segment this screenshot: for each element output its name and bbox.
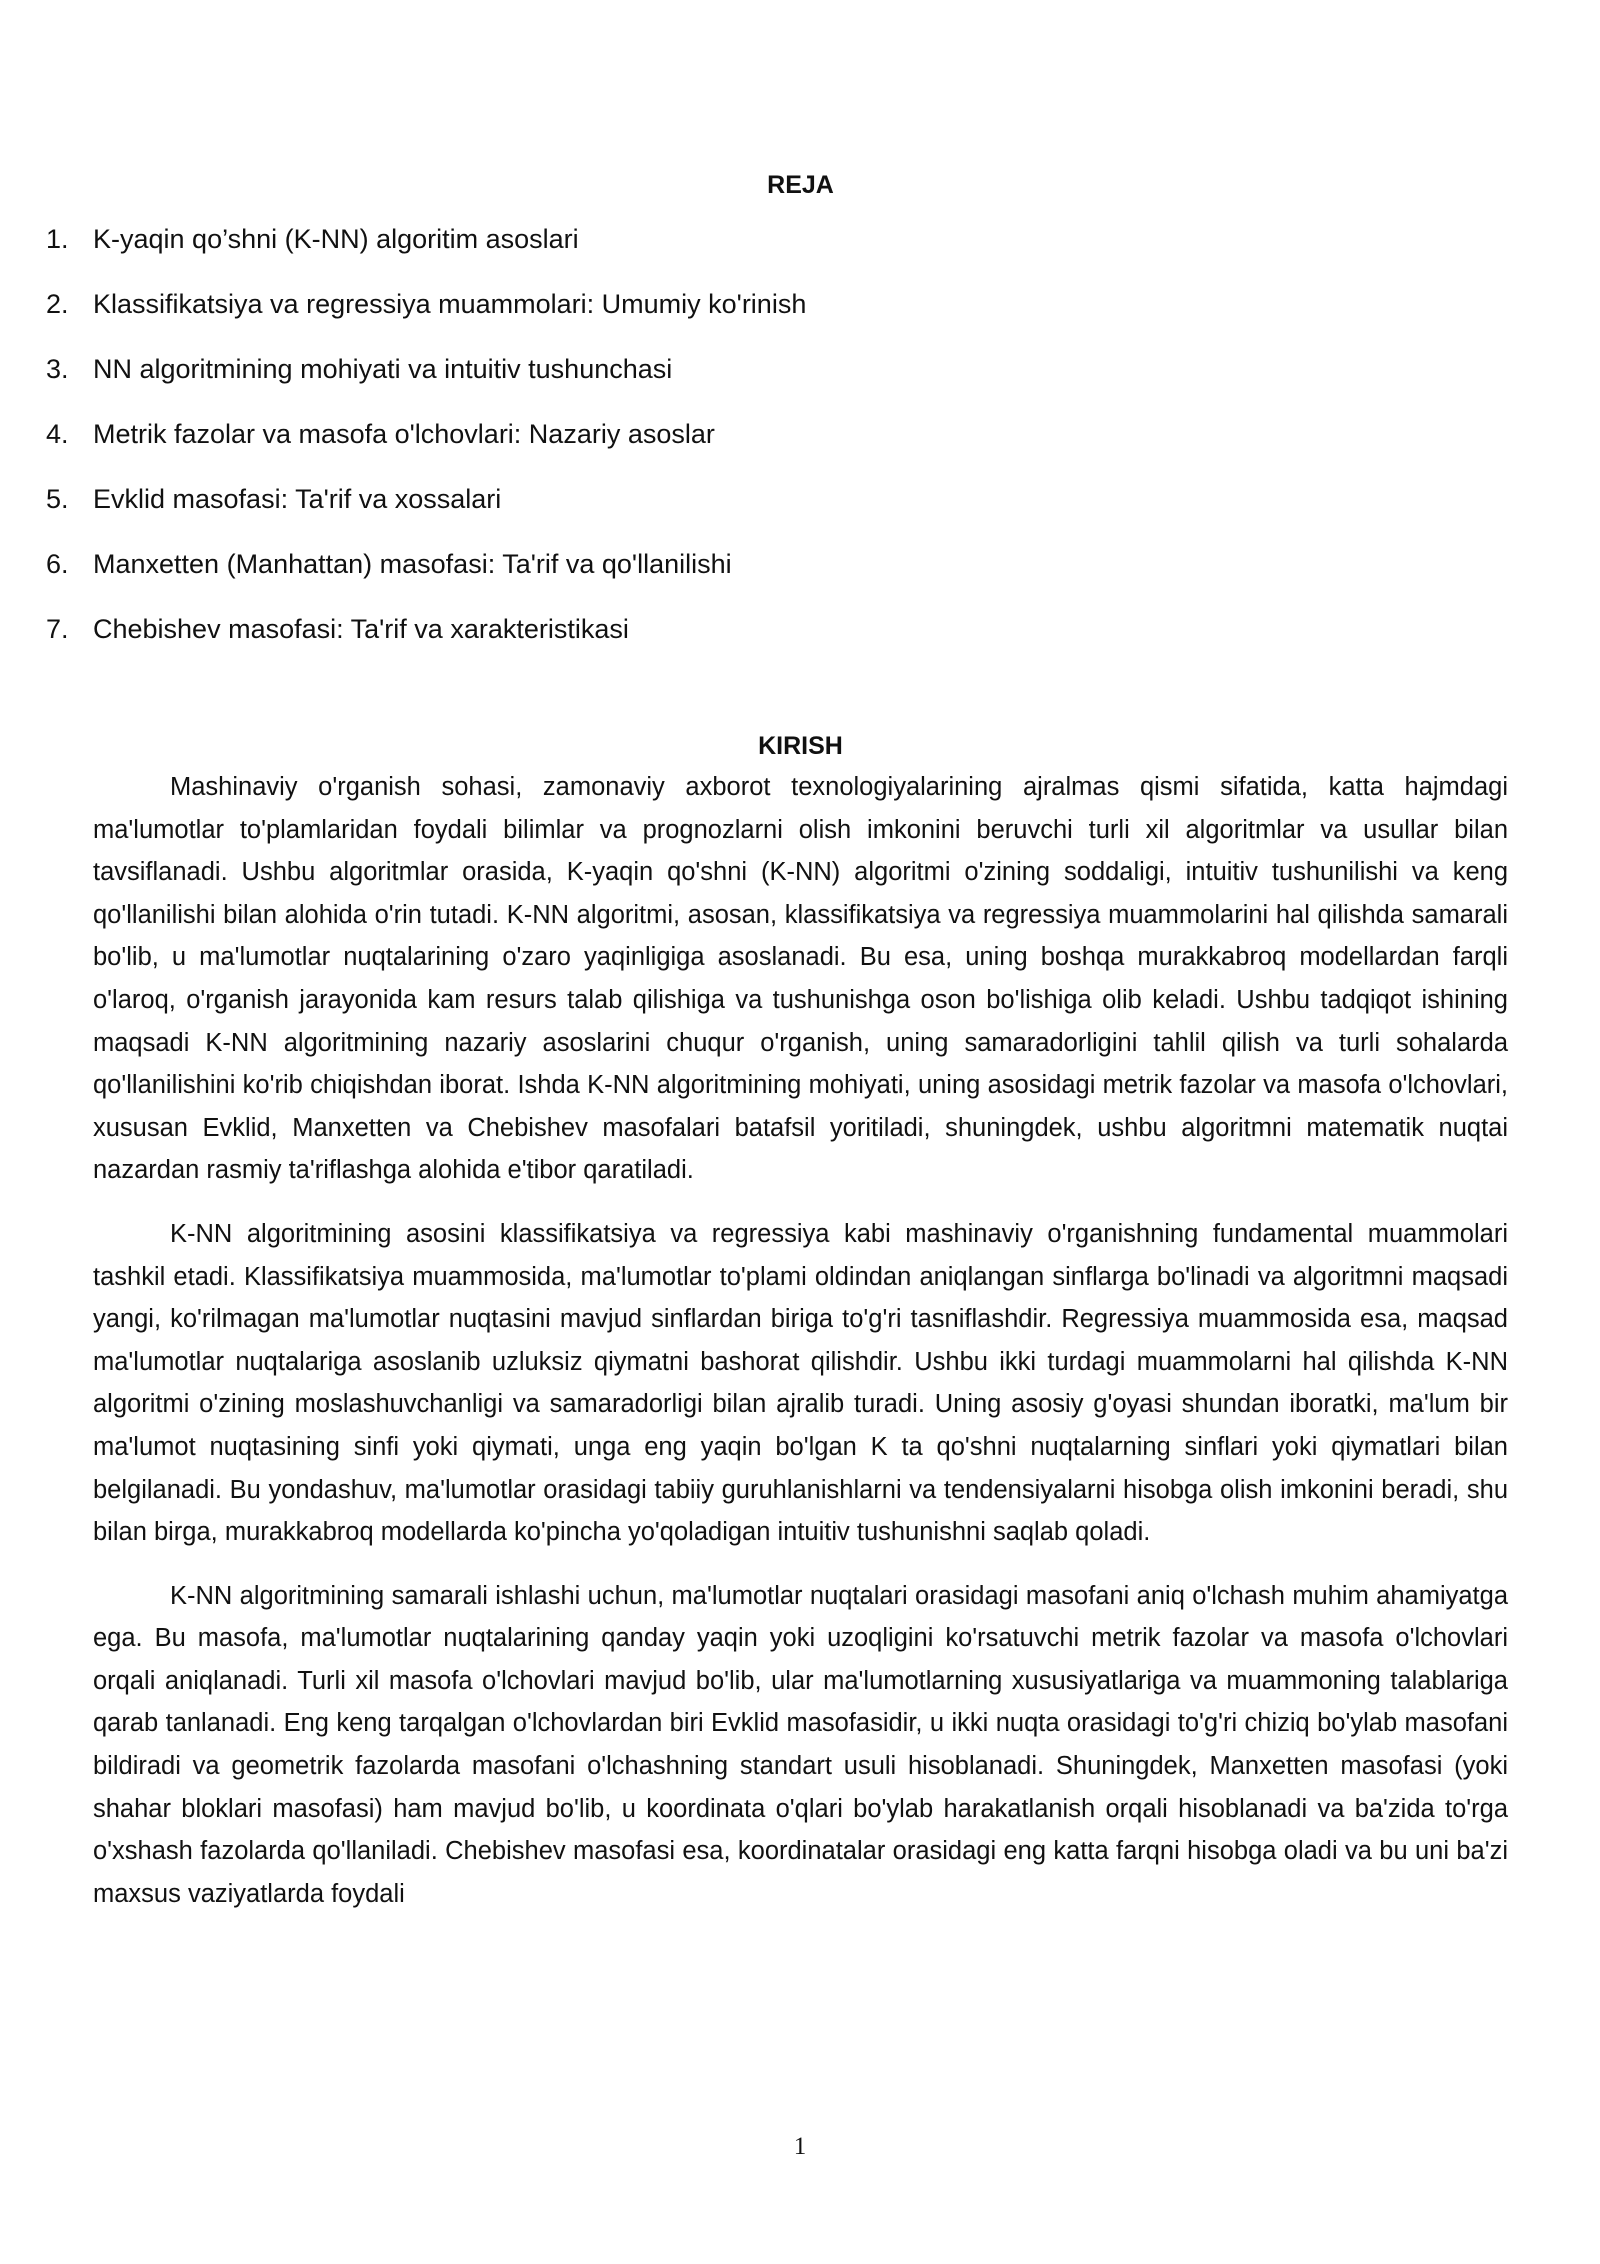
plan-item-text: NN algoritmining mohiyati va intuitiv tushunchasi	[93, 354, 673, 384]
page-content	[46, 165, 1508, 1936]
plan-item-number: 6.	[46, 549, 69, 579]
plan-item	[46, 479, 1508, 519]
plan-item-text: Manxetten (Manhattan) masofasi: Ta'rif va qo'llanilishi	[93, 549, 732, 579]
plan-list	[46, 219, 1508, 649]
plan-item-number: 4.	[46, 419, 69, 449]
plan-item-text: Metrik fazolar va masofa o'lchovlari: Nazariy asoslar	[93, 419, 715, 449]
intro-paragraph: K-NN algoritmining samarali ishlashi uchun, ma'lumotlar nuqtalari orasidagi masofani aniq o'lchash muhim ahamiyatga ega. Bu masofa, ma'lumotlar nuqtalarining qanday yaqin yoki uzoqligini ko'rsatuvchi metrik fazolar va masofa o'lchovlari orqali aniqlanadi. Turli xil masofa o'lchovlari mavjud bo'lib, ular ma'lumotlarning xususiyatlariga va muammoning talablariga qarab tanlanadi. Eng keng tarqalgan o'lchovlardan biri Evklid masofasidir, u ikki nuqta orasidagi to'g'ri chiziq bo'ylab masofani bildiradi va geometrik fazolarda masofani o'lchashning standart usuli hisoblanadi. Shuningdek, Manxetten masofasi (yoki shahar bloklari masofasi) ham mavjud bo'lib, u koordinata o'qlari bo'ylab harakatlanish orqali hisoblanadi va ba'zida to'rga o'xshash fazolarda qo'llaniladi. Chebishev masofasi esa, koordinatalar orasidagi eng katta farqni hisobga oladi va bu uni ba'zi maxsus vaziyatlarda foydali	[93, 1581, 1508, 1908]
section-spacer	[93, 674, 1508, 726]
plan-item	[46, 219, 1508, 259]
plan-item-text: Klassifikatsiya va regressiya muammolari: Umumiy ko'rinish	[93, 289, 807, 319]
plan-item	[46, 609, 1508, 649]
plan-item	[46, 284, 1508, 324]
plan-item	[46, 544, 1508, 584]
plan-item-number: 1.	[46, 224, 69, 254]
plan-heading: REJA	[767, 171, 834, 199]
plan-item-number: 2.	[46, 289, 69, 319]
plan-item-number: 7.	[46, 614, 69, 644]
intro-paragraph: K-NN algoritmining asosini klassifikatsiya va regressiya kabi mashinaviy o'rganishning fundamental muammolari tashkil etadi. Klassifikatsiya muammosida, ma'lumotlar to'plami oldindan aniqlangan sinflarga bo'linadi va algoritmni maqsadi yangi, ko'rilmagan ma'lumotlar nuqtasini mavjud sinflardan biriga to'g'ri tasniflashdir. Regressiya muammosida esa, maqsad ma'lumotlar nuqtalariga asoslanib uzluksiz qiymatni bashorat qilishdir. Ushbu ikki turdagi muammolarni hal qilishda K-NN algoritmi o'zining moslashuvchanligi va samaradorligi bilan ajralib turadi. Uning asosiy g'oyasi shundan iboratki, ma'lum bir ma'lumot nuqtasining sinfi yoki qiymati, unga eng yaqin bo'lgan K ta qo'shni nuqtalarning sinflari yoki qiymatlari bilan belgilanadi. Bu yondashuv, ma'lumotlar orasidagi tabiiy guruhlanishlarni va tendensiyalarni hisobga olish imkonini beradi, shu bilan birga, murakkabroq modellarda ko'pincha yo'qoladigan intuitiv tushunishni saqlab qoladi.	[93, 1219, 1508, 1547]
plan-item	[46, 349, 1508, 389]
plan-item-number: 5.	[46, 484, 69, 514]
intro-paragraph: Mashinaviy o'rganish sohasi, zamonaviy axborot texnologiyalarining ajralmas qismi sifatida, katta hajmdagi ma'lumotlar to'plamlaridan foydali bilimlar va prognozlarni olish imkonini beruvchi turli xil algoritmlar va usullar bilan tavsiflanadi. Ushbu algoritmlar orasida, K-yaqin qo'shni (K-NN) algoritmi o'zining soddaligi, intuitiv tushunilishi va keng qo'llanilishi bilan alohida o'rin tutadi. K-NN algoritmi, asosan, klassifikatsiya va regressiya muammolarini hal qilishda samarali bo'lib, u ma'lumotlar nuqtalarining o'zaro yaqinligiga asoslanadi. Bu esa, uning boshqa murakkabroq modellardan farqli o'laroq, o'rganish jarayonida kam resurs talab qilishiga va tushunishga oson bo'lishiga olib keladi. Ushbu tadqiqot ishining maqsadi K-NN algoritmining nazariy asoslarini chuqur o'rganish, uning samaradorligini tahlil qilish va turli sohalarda qo'llanilishini ko'rib chiqishdan iborat. Ishda K-NN algoritmining mohiyati, uning asosidagi metrik fazolar va masofa o'lchovlari, xususan Evklid, Manxetten va Chebishev masofalari batafsil yoritiladi, shuningdek, ushbu algoritmni matematik nuqtai nazardan rasmiy ta'riflashga alohida e'tibor qaratiladi.	[93, 773, 1508, 1185]
plan-item-number: 3.	[46, 354, 69, 384]
plan-item	[46, 414, 1508, 454]
page-number: 1	[793, 2133, 807, 2160]
intro-heading: KIRISH	[758, 732, 843, 760]
plan-item-text: Evklid masofasi: Ta'rif va xossalari	[93, 484, 502, 514]
plan-item-text: Chebishev masofasi: Ta'rif va xarakteristikasi	[93, 614, 629, 644]
plan-item-text: K-yaqin qo’shni (K-NN) algoritim asoslari	[93, 224, 579, 254]
